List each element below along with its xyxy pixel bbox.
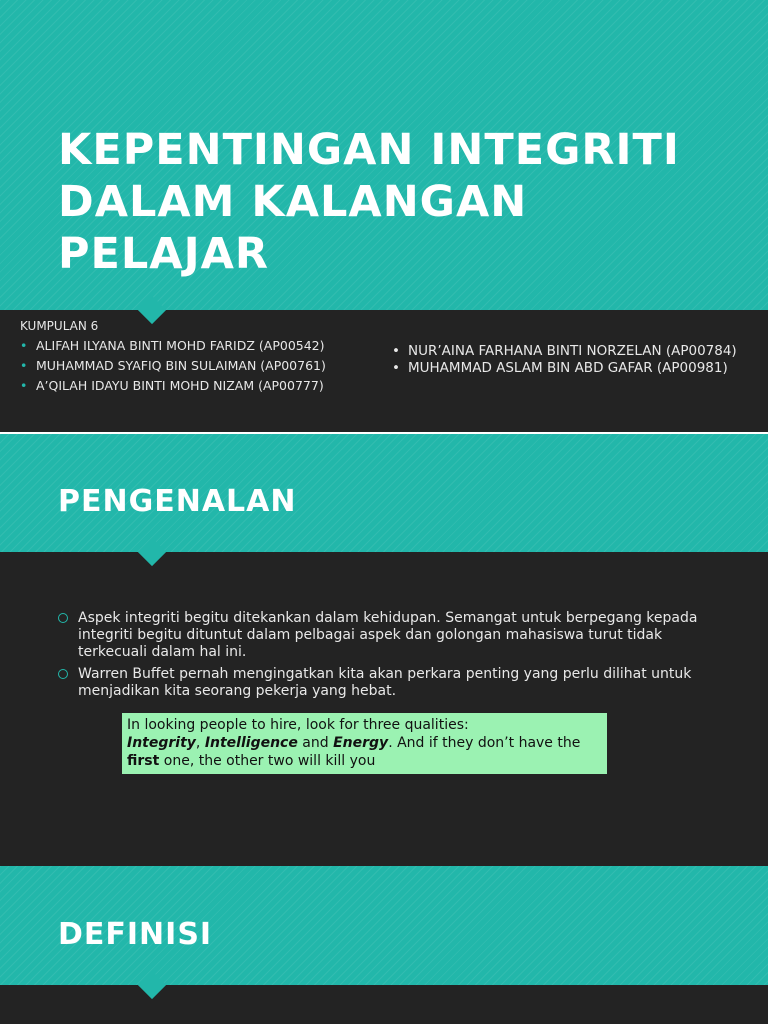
quote-keyword-first: first — [127, 753, 160, 769]
title-slide-header — [0, 0, 768, 310]
definition-title: DEFINISI — [58, 917, 213, 952]
circle-bullet-icon — [58, 669, 68, 679]
member-name: ALIFAH ILYANA BINTI MOHD FARIDZ (AP00542) — [36, 338, 325, 353]
intro-bullet-list — [58, 610, 718, 705]
intro-bullet-text: Aspek integriti begitu ditekankan dalam kehidupan. Semangat untuk berpegang kepada integriti begitu dituntut dalam pelbagai aspek dan golongan mahasiswa turut tidak terkecuali dalam hal ini. — [78, 610, 698, 660]
quote-line-1: In looking people to hire, look for three qualities: — [127, 717, 469, 733]
members-list-right — [392, 343, 762, 377]
definition-slide-body — [0, 985, 768, 1024]
bullet-icon: • — [392, 360, 400, 376]
member-item — [20, 356, 326, 376]
intro-bullet-item — [58, 610, 718, 661]
member-item — [392, 360, 762, 377]
member-name: A’QILAH IDAYU BINTI MOHD NIZAM (AP00777) — [36, 378, 324, 393]
member-item — [20, 336, 326, 356]
main-title-line-2: DALAM KALANGAN — [58, 177, 528, 227]
quote-and: and — [297, 735, 334, 751]
main-title-line-1: KEPENTINGAN INTEGRITI — [58, 125, 680, 175]
member-item — [392, 343, 762, 360]
quote-comma: , — [195, 735, 205, 751]
quote-keyword-intelligence: Intelligence — [204, 735, 298, 751]
intro-bullet-text: Warren Buffet pernah mengingatkan kita akan perkara penting yang perlu dilihat untuk menjadikan kita seorang pekerja yang hebat. — [78, 666, 692, 699]
member-name: MUHAMMAD SYAFIQ BIN SULAIMAN (AP00761) — [36, 358, 326, 373]
intro-slide-header — [0, 434, 768, 552]
member-item — [20, 376, 326, 396]
main-title-line-3: PELAJAR — [58, 229, 269, 279]
bullet-icon: • — [20, 378, 28, 393]
bullet-icon: • — [20, 338, 28, 353]
definition-slide-header — [0, 866, 768, 985]
quote-keyword-energy: Energy — [333, 735, 389, 751]
main-title — [58, 124, 680, 280]
bullet-icon: • — [392, 343, 400, 359]
quote-box — [122, 713, 607, 774]
members-list-left — [20, 336, 326, 396]
quote-mid: . And if they don’t have the — [388, 735, 581, 751]
intro-slide-body — [0, 552, 768, 866]
member-name: MUHAMMAD ASLAM BIN ABD GAFAR (AP00981) — [408, 360, 728, 376]
group-label: KUMPULAN 6 — [20, 319, 99, 333]
quote-keyword-integrity: Integrity — [127, 735, 196, 751]
member-name: NUR’AINA FARHANA BINTI NORZELAN (AP00784) — [408, 343, 737, 359]
intro-title: PENGENALAN — [58, 484, 297, 519]
quote-tail: one, the other two will kill you — [159, 753, 376, 769]
intro-bullet-item — [58, 666, 718, 700]
bullet-icon: • — [20, 358, 28, 373]
circle-bullet-icon — [58, 613, 68, 623]
